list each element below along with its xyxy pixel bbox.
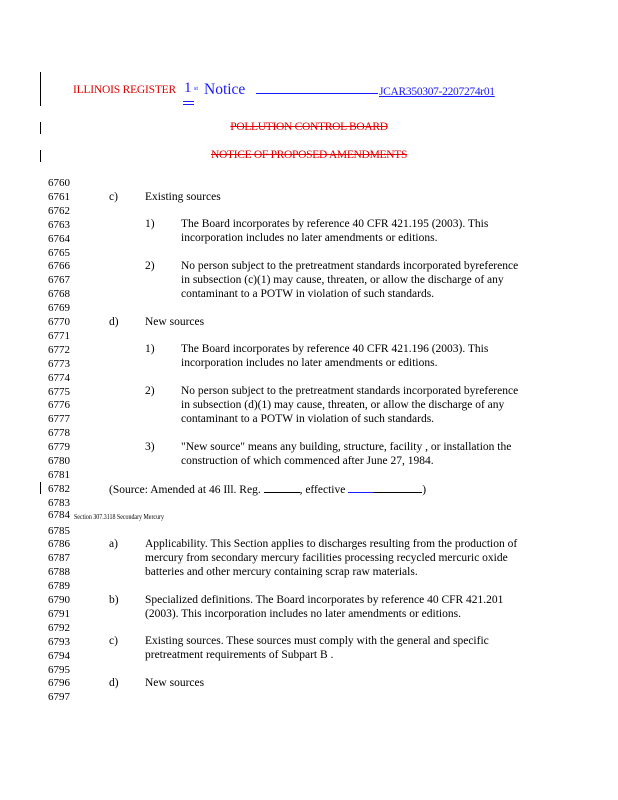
item-text: batteries and other mercury containing scrap raw materials. xyxy=(145,566,418,578)
effective-date-blank xyxy=(348,482,374,493)
line-number: 6773 xyxy=(48,357,70,370)
equals-mark xyxy=(183,104,194,105)
subitem-text: contaminant to a POTW in violation of such standards. xyxy=(181,288,435,300)
line-number: 6772 xyxy=(48,343,70,356)
source-note xyxy=(109,482,426,496)
line-number: 6778 xyxy=(48,427,70,440)
item-text: Applicability. This Section applies to discharges resulting from the production of xyxy=(145,538,518,550)
line-number: 6780 xyxy=(48,455,70,467)
subitem-text: No person subject to the pretreatment standards incorporated byreference xyxy=(181,260,519,272)
subitem-label: 3) xyxy=(145,441,155,453)
subitem-label: 2) xyxy=(145,385,155,397)
line-number: 6777 xyxy=(48,413,70,426)
line-number: 6785 xyxy=(48,524,70,537)
change-bar xyxy=(40,72,41,106)
line-number: 6763 xyxy=(48,218,70,231)
item-text: New sources xyxy=(145,677,205,689)
subitem-text: The Board incorporates by reference 40 CFR 421.195 (2003). This xyxy=(181,218,489,230)
line-number: 6775 xyxy=(48,385,70,398)
line-number: 6794 xyxy=(48,649,70,662)
item-text: Specialized definitions. The Board incorporates by reference 40 CFR 421.201 xyxy=(145,594,504,606)
subitem-text: incorporation includes no later amendments or editions. xyxy=(181,357,438,369)
volume-blank xyxy=(264,482,300,493)
line-number: 6774 xyxy=(48,371,70,384)
line-number: 6795 xyxy=(48,663,70,676)
line-number: 6789 xyxy=(48,580,70,593)
line-number: 6781 xyxy=(48,468,70,481)
subitem-text: incorporation includes no later amendments or editions. xyxy=(181,232,438,244)
item-label: d) xyxy=(109,677,119,689)
line-number: 6784 xyxy=(48,509,70,521)
line-number: 6764 xyxy=(48,232,70,245)
item-label: c) xyxy=(109,635,118,647)
line-number: 6760 xyxy=(48,177,70,189)
subitem-text: contaminant to a POTW in violation of such standards. xyxy=(181,413,435,425)
item-text: Existing sources. These sources must comply with the general and specific xyxy=(145,635,489,647)
line-number: 6769 xyxy=(48,302,70,315)
item-text: mercury from secondary mercury facilities processing recycled mercuric oxide xyxy=(145,552,508,564)
subitem-text: No person subject to the pretreatment standards incorporated byreference xyxy=(181,385,519,397)
line-number: 6793 xyxy=(48,635,70,648)
subitem-text: "New source" means any building, structure, facility , or installation the xyxy=(181,441,512,453)
source-prefix: (Source: Amended at 46 Ill. Reg. xyxy=(109,484,261,496)
source-close: ) xyxy=(422,484,427,496)
item-label: b) xyxy=(109,594,119,606)
line-number: 6779 xyxy=(48,441,70,454)
subitem-label: 2) xyxy=(145,260,155,272)
change-bar xyxy=(40,482,41,494)
source-effective: , effective xyxy=(299,484,346,496)
subitem-text: construction of which commenced after June 27, 1984. xyxy=(181,455,434,467)
subitem-label: 1) xyxy=(145,218,155,230)
line-number: 6788 xyxy=(48,566,70,579)
line-number: 6783 xyxy=(48,496,70,509)
header-underline xyxy=(256,93,378,94)
line-number: 6782 xyxy=(48,482,70,495)
item-label: d) xyxy=(109,316,119,328)
notice-label: Notice xyxy=(204,81,246,98)
line-number: 6776 xyxy=(48,399,70,412)
line-number: 6787 xyxy=(48,552,70,565)
item-text: Existing sources xyxy=(145,191,221,203)
subitem-text: in subsection (d)(1) may cause, threaten, or allow the discharge of any xyxy=(181,399,505,411)
item-text: (2003). This incorporation includes no later amendments or editions. xyxy=(145,608,461,620)
line-number: 6786 xyxy=(48,538,70,551)
line-number: 6792 xyxy=(48,621,70,634)
equals-mark xyxy=(183,101,194,102)
line-number: 6761 xyxy=(48,190,70,203)
item-text: pretreatment requirements of Subpart B . xyxy=(145,649,334,661)
item-label: a) xyxy=(109,538,118,550)
register-superscript: st xyxy=(194,86,199,92)
line-number: 6790 xyxy=(48,594,70,606)
line-number: 6770 xyxy=(48,316,70,328)
subitem-text: The Board incorporates by reference 40 CFR 421.196 (2003). This xyxy=(181,343,489,355)
line-number: 6768 xyxy=(48,288,70,301)
jcar-code: JCAR350307-2207274r01 xyxy=(379,86,495,98)
line-number: 6765 xyxy=(48,246,70,259)
section-title: Section 307.3118 Secondary Mercury xyxy=(74,513,165,521)
line-number: 6766 xyxy=(48,260,70,273)
register-label: ILLINOIS REGISTER xyxy=(73,84,176,96)
item-text: New sources xyxy=(145,316,205,328)
line-number: 6796 xyxy=(48,677,70,690)
agency-name: POLLUTION CONTROL BOARD xyxy=(230,121,388,133)
effective-date-blank xyxy=(374,482,422,493)
subitem-text: in subsection (c)(1) may cause, threaten, or allow the discharge of any xyxy=(181,274,504,286)
line-number: 6791 xyxy=(48,607,70,620)
line-number: 6771 xyxy=(48,329,70,342)
item-label: c) xyxy=(109,191,118,203)
line-number: 6797 xyxy=(48,691,70,704)
line-number: 6762 xyxy=(48,204,70,217)
notice-title: NOTICE OF PROPOSED AMENDMENTS xyxy=(210,149,408,161)
register-number: 1 xyxy=(184,80,192,96)
subitem-label: 1) xyxy=(145,343,155,355)
line-number: 6767 xyxy=(48,274,70,287)
